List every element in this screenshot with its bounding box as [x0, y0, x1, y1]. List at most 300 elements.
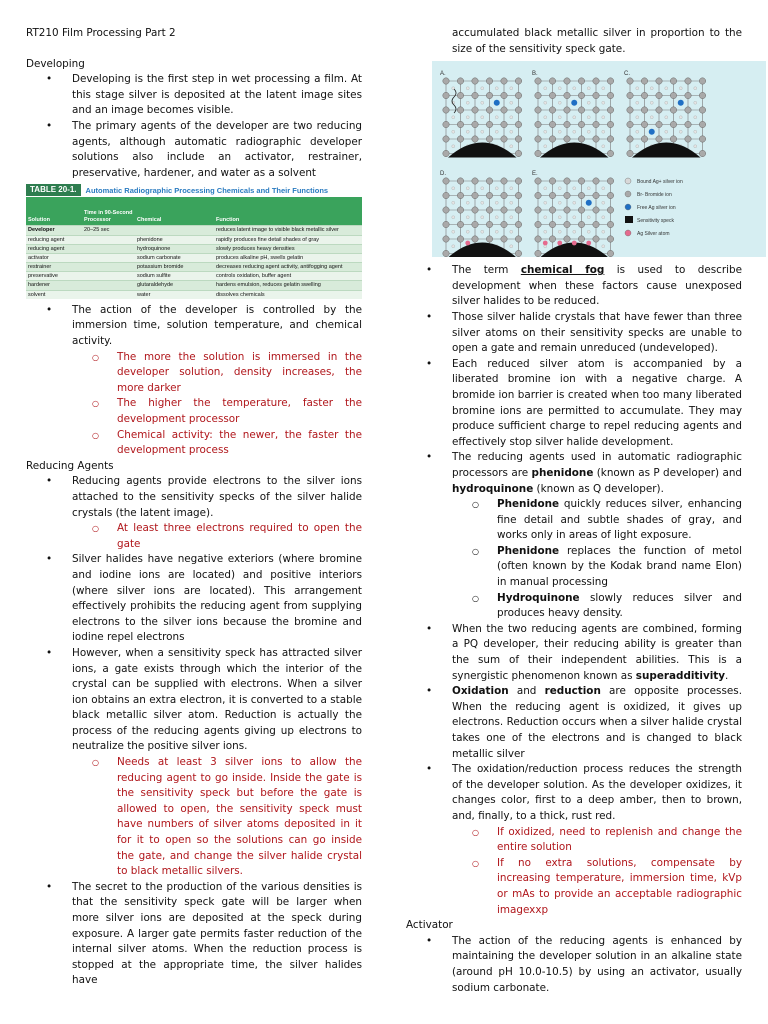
bound-silver-ion [587, 87, 590, 90]
bromide-ion [457, 207, 463, 213]
bromide-ion [607, 250, 613, 256]
bold-term: hydroquinone [452, 482, 534, 495]
bound-silver-ion [452, 245, 455, 248]
bromide-ion [685, 78, 691, 84]
bound-silver-ion [452, 230, 455, 233]
panel-label: B. [532, 71, 538, 78]
bold-term: Phenidone [497, 544, 560, 557]
bound-silver-ion [481, 101, 484, 104]
table-row [26, 271, 362, 280]
table-title: Automatic Radiographic Processing Chemicals and Their Functions [85, 185, 329, 195]
table-row [26, 280, 362, 289]
bromide-ion [457, 107, 463, 113]
bound-silver-ion [558, 87, 561, 90]
bromide-ion [501, 78, 507, 84]
bound-silver-ion [679, 87, 682, 90]
bound-silver-ion [679, 116, 682, 119]
bound-silver-ion [694, 87, 697, 90]
bound-silver-ion [558, 187, 561, 190]
bromide-ion [627, 92, 633, 98]
silver-atom [543, 241, 548, 246]
bromide-ion [685, 136, 691, 142]
bromide-ion [515, 178, 521, 184]
free-silver-ion [494, 100, 500, 106]
legend-label: Bound Ag+ silver ion [637, 179, 683, 186]
silver-atom [572, 241, 577, 246]
bromide-ion [685, 107, 691, 113]
text: replaces the function of metol (often known by the Kodak brand name Elon) in manual processing [497, 544, 742, 589]
bound-silver-ion [510, 87, 513, 90]
list-item: • The action of the reducing agents is enhanced by maintaining the developer solution in an alkaline state (around pH 10.0-10.5) by using an activator, usually sodium carbonate. [406, 934, 742, 996]
legend-label: Sensitivity speck [637, 218, 674, 225]
bound-silver-ion [665, 116, 668, 119]
bold-term: superadditivity [635, 669, 726, 682]
sub-item: ○ At least three electrons required to open the gate [72, 521, 362, 552]
bromide-ion [670, 78, 676, 84]
bromide-ion [501, 207, 507, 213]
list-item-text: However, when a sensitivity speck has attracted silver ions, a gate exists through which the interior of the crystal can be supplied with electrons. When a silver ion obtains an extra electron, it is converted to a stable black metallic silver atom. Reduction is actually the process of the reducing agents giving up electrons to neutralize the positive silver ions. [72, 646, 362, 753]
bromide-ion [607, 92, 613, 98]
table-cell: produces alkaline pH, swells gelatin [216, 254, 304, 261]
bound-silver-ion [587, 130, 590, 133]
chemical-fog-term: chemical fog [520, 264, 605, 277]
sub-item: ○ The more the solution is immersed in the developer solution, density increases, the more darker [72, 350, 362, 397]
section-heading-activator: Activator [406, 919, 453, 932]
legend-swatch [625, 204, 631, 210]
bromide-ion [443, 92, 449, 98]
header-function: Function [216, 216, 240, 223]
bromide-ion [535, 192, 541, 198]
table-header [26, 197, 362, 225]
bound-silver-ion [636, 116, 639, 119]
bromide-ion [564, 107, 570, 113]
panel-label: A. [440, 71, 446, 78]
bromide-ion [699, 92, 705, 98]
bound-silver-ion [573, 230, 576, 233]
text: The reducing agents used in automatic radiographic processors are [452, 451, 742, 479]
table-cell: hardener [28, 282, 51, 289]
bromide-ion [641, 92, 647, 98]
bound-silver-ion [544, 187, 547, 190]
table-cell: reducing agent [28, 245, 65, 252]
bound-silver-ion [558, 230, 561, 233]
bromide-ion [457, 236, 463, 242]
bromide-ion [685, 92, 691, 98]
table-cell [84, 236, 137, 244]
sub-item: ○ Needs at least 3 silver ions to allow the reducing agent to go inside. Inside the gate is the sensitivity speck but before the gate is allowed to open, the sensitivity speck must have numbers of silver atoms deposited in it for it to open so the solutions can go inside the gate, and change the silver halide crystal to black metallic silvers. [72, 755, 362, 880]
bromide-ion [457, 121, 463, 127]
bromide-ion [564, 207, 570, 213]
bromide-ion [549, 136, 555, 142]
table-row [26, 235, 362, 244]
table-cell: dissolves chemicals [216, 291, 265, 298]
bromide-ion [501, 92, 507, 98]
developing-list [26, 72, 362, 181]
table-cell: sodium carbonate [137, 254, 181, 261]
text: is used to describe development when these factors cause unexposed silver halides to be reduced. [452, 264, 742, 308]
bound-silver-ion [481, 230, 484, 233]
bromide-ion [593, 221, 599, 227]
bromide-ion [457, 178, 463, 184]
bound-silver-ion [544, 101, 547, 104]
bromide-ion [699, 78, 705, 84]
bromide-ion [443, 136, 449, 142]
bromide-ion [443, 207, 449, 213]
sub-item: ○ If no extra solutions, compensate by increasing temperature, immersion time, kVp or mAs to provide an acceptable radiographic imagexxp [452, 856, 742, 918]
list-item: • Each reduced silver atom is accompanied by a liberated bromine ion with a negative charge. A bromide ion barrier is created when too many liberated bromine ions are permitted to accumulate. They may produce sufficient charge to repel reducing agents and effectively stop silver halide development. [406, 357, 742, 451]
bound-silver-ion [573, 187, 576, 190]
bound-silver-ion [510, 130, 513, 133]
bromide-ion [472, 136, 478, 142]
bromide-ion [443, 221, 449, 227]
legend-label: Free Ag silver ion [637, 205, 676, 212]
chemicals-table [26, 183, 362, 299]
panel-label: E. [532, 171, 538, 178]
reducing-sublist [72, 521, 362, 552]
bromide-ion [515, 107, 521, 113]
bound-silver-ion [495, 130, 498, 133]
bound-silver-ion [602, 245, 605, 248]
bound-silver-ion [481, 187, 484, 190]
bromide-ion [607, 192, 613, 198]
list-item: • The primary agents of the developer are two reducing agents, although automatic radiographic developer solutions also include an activator, restrainer, preservative, hardener, and water as a solvent [26, 119, 362, 181]
header-chemical: Chemical [137, 216, 162, 223]
bromide-ion [564, 78, 570, 84]
text: The term [452, 264, 521, 277]
bromide-ion [641, 78, 647, 84]
bound-silver-ion [636, 130, 639, 133]
bound-silver-ion [650, 101, 653, 104]
bound-silver-ion [495, 201, 498, 204]
bound-silver-ion [694, 130, 697, 133]
table-cell [84, 281, 137, 289]
bound-silver-ion [587, 187, 590, 190]
page-title: RT210 Film Processing Part 2 [26, 27, 176, 39]
bromide-ion [501, 121, 507, 127]
bromide-ion [472, 192, 478, 198]
table-cell [84, 245, 137, 253]
bold-term: Hydroquinone [497, 591, 580, 604]
bound-silver-ion [510, 101, 513, 104]
bound-silver-ion [495, 230, 498, 233]
free-silver-ion [678, 100, 684, 106]
bromide-ion [549, 178, 555, 184]
bromide-ion [549, 192, 555, 198]
bromide-ion [578, 92, 584, 98]
legend-swatch [625, 216, 633, 223]
legend-label: Br- Bromide ion [637, 192, 672, 199]
bound-silver-ion [573, 201, 576, 204]
bromide-ion [515, 207, 521, 213]
bromide-ion [486, 207, 492, 213]
bound-silver-ion [694, 145, 697, 148]
bromide-ion [535, 121, 541, 127]
bromide-ion [607, 78, 613, 84]
bromide-ion [443, 236, 449, 242]
bromide-ion [549, 236, 555, 242]
legend-swatch [625, 230, 631, 236]
bromide-ion [443, 121, 449, 127]
table-cell: decreases reducing agent activity, antifogging agent [216, 264, 343, 271]
right-column [406, 26, 742, 996]
bound-silver-ion [602, 101, 605, 104]
bromide-ion [457, 78, 463, 84]
bound-silver-ion [573, 216, 576, 219]
bromide-ion [656, 136, 662, 142]
bromide-ion [593, 107, 599, 113]
bromide-ion [515, 136, 521, 142]
table-cell: controls oxidation, buffer agent [216, 273, 292, 280]
list-item: • The secret to the production of the various densities is that the sensitivity speck gate will be larger when more silver ions are deposited at the speck during exposure. A larger gate permits faster reduction of the internal silver atoms. When the reduction process is stopped at the appropriate time, the silver halides have [26, 880, 362, 989]
diagram-svg [432, 61, 766, 257]
bound-silver-ion [587, 116, 590, 119]
bromide-ion [699, 136, 705, 142]
panel-label: C. [624, 71, 630, 78]
bromide-ion [578, 136, 584, 142]
bound-silver-ion [602, 145, 605, 148]
table-cell: solvent [28, 291, 46, 298]
list-item [26, 303, 362, 459]
table-row [26, 253, 362, 262]
table-cell [137, 226, 216, 234]
bound-silver-ion [558, 116, 561, 119]
bound-silver-ion [466, 230, 469, 233]
bromide-ion [443, 150, 449, 156]
list-item [26, 646, 362, 880]
bromide-ion [443, 178, 449, 184]
bromide-ion [501, 192, 507, 198]
bromide-ion [472, 207, 478, 213]
sub-item: ○ Chemical activity: the newer, the faster the development process [72, 428, 362, 459]
bromide-ion [593, 178, 599, 184]
bound-silver-ion [495, 87, 498, 90]
bromide-ion [457, 136, 463, 142]
table-cell: phenidone [137, 236, 163, 243]
text: quickly reduces silver, enhancing fine detail and subtle shades of gray, and works only in areas of light exposure. [497, 498, 742, 542]
bound-silver-ion [481, 116, 484, 119]
table-cell: preservative [28, 273, 58, 280]
bromide-ion [472, 92, 478, 98]
bromide-ion [607, 221, 613, 227]
activator-list [406, 934, 742, 996]
bromide-ion [472, 178, 478, 184]
bromide-ion [549, 78, 555, 84]
sub-item [452, 544, 742, 591]
text: When the two reducing agents are combined, forming a PQ developer, their reducing ability is greater than the sum of their independent abilities. This is a synergistic phenomenon known as [452, 622, 742, 682]
table-cell: hardens emulsion, reduces gelatin swelling [216, 282, 321, 289]
bound-silver-ion [495, 216, 498, 219]
silver-atom [557, 241, 562, 246]
bromide-ion [578, 236, 584, 242]
free-silver-ion [571, 100, 577, 106]
list-item [406, 684, 742, 762]
table-row [26, 290, 362, 299]
action-sublist [72, 350, 362, 459]
bold-term: phenidone [531, 466, 594, 479]
bromide-ion [578, 207, 584, 213]
bromide-ion [564, 121, 570, 127]
bromide-ion [593, 236, 599, 242]
bound-silver-ion [510, 145, 513, 148]
bound-silver-ion [466, 130, 469, 133]
bound-silver-ion [510, 201, 513, 204]
bound-silver-ion [587, 216, 590, 219]
bound-silver-ion [636, 87, 639, 90]
bound-silver-ion [510, 245, 513, 248]
bound-silver-ion [466, 116, 469, 119]
bromide-ion [472, 121, 478, 127]
bound-silver-ion [558, 201, 561, 204]
sub-item: ○ If oxidized, need to replenish and change the entire solution [452, 825, 742, 856]
bromide-ion [486, 136, 492, 142]
bromide-ion [535, 78, 541, 84]
sensitivity-speck [632, 143, 701, 158]
table-cell: glutaraldehyde [137, 282, 174, 289]
text: slowly reduces silver and produces heavy density. [497, 591, 742, 620]
header-solution: Solution [28, 216, 50, 223]
bound-silver-ion [602, 201, 605, 204]
bromide-ion [670, 121, 676, 127]
bromide-ion [443, 192, 449, 198]
bold-term: Oxidation [452, 685, 509, 698]
bromide-ion [515, 192, 521, 198]
bound-silver-ion [510, 116, 513, 119]
sub-item: ○ The higher the temperature, faster the development processor [72, 396, 362, 427]
bromide-ion [593, 136, 599, 142]
bromide-ion [535, 92, 541, 98]
bromide-ion [593, 192, 599, 198]
bromide-ion [472, 236, 478, 242]
bromide-ion [472, 107, 478, 113]
bound-silver-ion [665, 101, 668, 104]
table-cell: sodium sulfite [137, 273, 171, 280]
bound-silver-ion [544, 87, 547, 90]
bromide-ion [564, 192, 570, 198]
bromide-ion [515, 221, 521, 227]
list-item: • Developing is the first step in wet processing a film. At this stage silver is deposited at the latent image sites and an image becomes visible. [26, 72, 362, 119]
bound-silver-ion [573, 116, 576, 119]
bound-silver-ion [481, 201, 484, 204]
bromide-ion [607, 178, 613, 184]
bound-silver-ion [558, 216, 561, 219]
text: and [508, 685, 545, 698]
bromide-ion [564, 221, 570, 227]
legend-swatch [625, 191, 631, 197]
list-item [406, 762, 742, 918]
bound-silver-ion [587, 101, 590, 104]
bromide-ion [627, 136, 633, 142]
bound-silver-ion [544, 130, 547, 133]
bromide-ion [685, 121, 691, 127]
bromide-ion [515, 150, 521, 156]
oxred-sublist [452, 825, 742, 919]
section-heading-reducing: Reducing Agents [26, 459, 114, 472]
bromide-ion [549, 92, 555, 98]
bromide-ion [641, 121, 647, 127]
bromide-ion [535, 150, 541, 156]
agents-sublist [452, 497, 742, 622]
bromide-ion [486, 178, 492, 184]
bound-silver-ion [544, 201, 547, 204]
list-item [26, 474, 362, 552]
bromide-ion [578, 221, 584, 227]
table-row [26, 244, 362, 253]
bound-silver-ion [544, 230, 547, 233]
bound-silver-ion [665, 87, 668, 90]
table-cell: reducing agent [28, 236, 65, 243]
table-cell: Developer [28, 227, 55, 234]
bound-silver-ion [495, 116, 498, 119]
bromide-ion [457, 92, 463, 98]
list-item: • Those silver halide crystals that have fewer than three silver atoms on their sensitivity specks are unable to open a gate and remain unreduced (undeveloped). [406, 310, 742, 357]
table-cell [84, 272, 137, 280]
bromide-ion [486, 92, 492, 98]
reducing-sublist [72, 755, 362, 880]
silver-atom [586, 241, 591, 246]
free-silver-ion [586, 200, 592, 206]
bound-silver-ion [694, 101, 697, 104]
bromide-ion [607, 136, 613, 142]
sensitivity-speck [540, 143, 609, 158]
silver-atom [465, 241, 470, 246]
sub-item [452, 591, 742, 622]
bromide-ion [699, 121, 705, 127]
action-list [26, 303, 362, 459]
bound-silver-ion [544, 116, 547, 119]
bromide-ion [607, 121, 613, 127]
list-item [406, 263, 742, 310]
bromide-ion [656, 107, 662, 113]
bound-silver-ion [573, 87, 576, 90]
bromide-ion [457, 192, 463, 198]
bromide-ion [656, 78, 662, 84]
bromide-ion [535, 107, 541, 113]
bound-silver-ion [452, 216, 455, 219]
bromide-ion [578, 192, 584, 198]
bromide-ion [699, 150, 705, 156]
bound-silver-ion [466, 216, 469, 219]
table-cell: rapidly produces fine detail shades of gray [216, 236, 320, 243]
left-column [26, 26, 362, 989]
bromide-ion [578, 107, 584, 113]
bound-silver-ion [466, 101, 469, 104]
bromide-ion [627, 121, 633, 127]
table-cell [84, 291, 137, 299]
bromide-ion [564, 236, 570, 242]
section-heading-developing: Developing [26, 57, 85, 70]
header-time: Time in 90-Second Processor [84, 210, 133, 223]
table-tag: TABLE 20-1. [26, 184, 81, 196]
bound-silver-ion [636, 145, 639, 148]
bromide-ion [443, 78, 449, 84]
bromide-ion [535, 136, 541, 142]
bound-silver-ion [544, 145, 547, 148]
bound-silver-ion [679, 130, 682, 133]
bromide-ion [699, 107, 705, 113]
bromide-ion [578, 78, 584, 84]
bromide-ion [515, 92, 521, 98]
bromide-ion [515, 236, 521, 242]
sensitivity-speck [448, 243, 517, 258]
bromide-ion [564, 92, 570, 98]
bromide-ion [457, 221, 463, 227]
bound-silver-ion [558, 101, 561, 104]
bromide-ion [607, 107, 613, 113]
bromide-ion [593, 121, 599, 127]
bound-silver-ion [481, 130, 484, 133]
bromide-ion [593, 207, 599, 213]
list-item: • Silver halides have negative exteriors (where bromine and iodine ions are located) and positive interiors (where silver ions are located). This arrangement effectively prohibits the reducing agent from supplying electrons to the silver ions because the bromine and iodine repel electrons [26, 552, 362, 646]
